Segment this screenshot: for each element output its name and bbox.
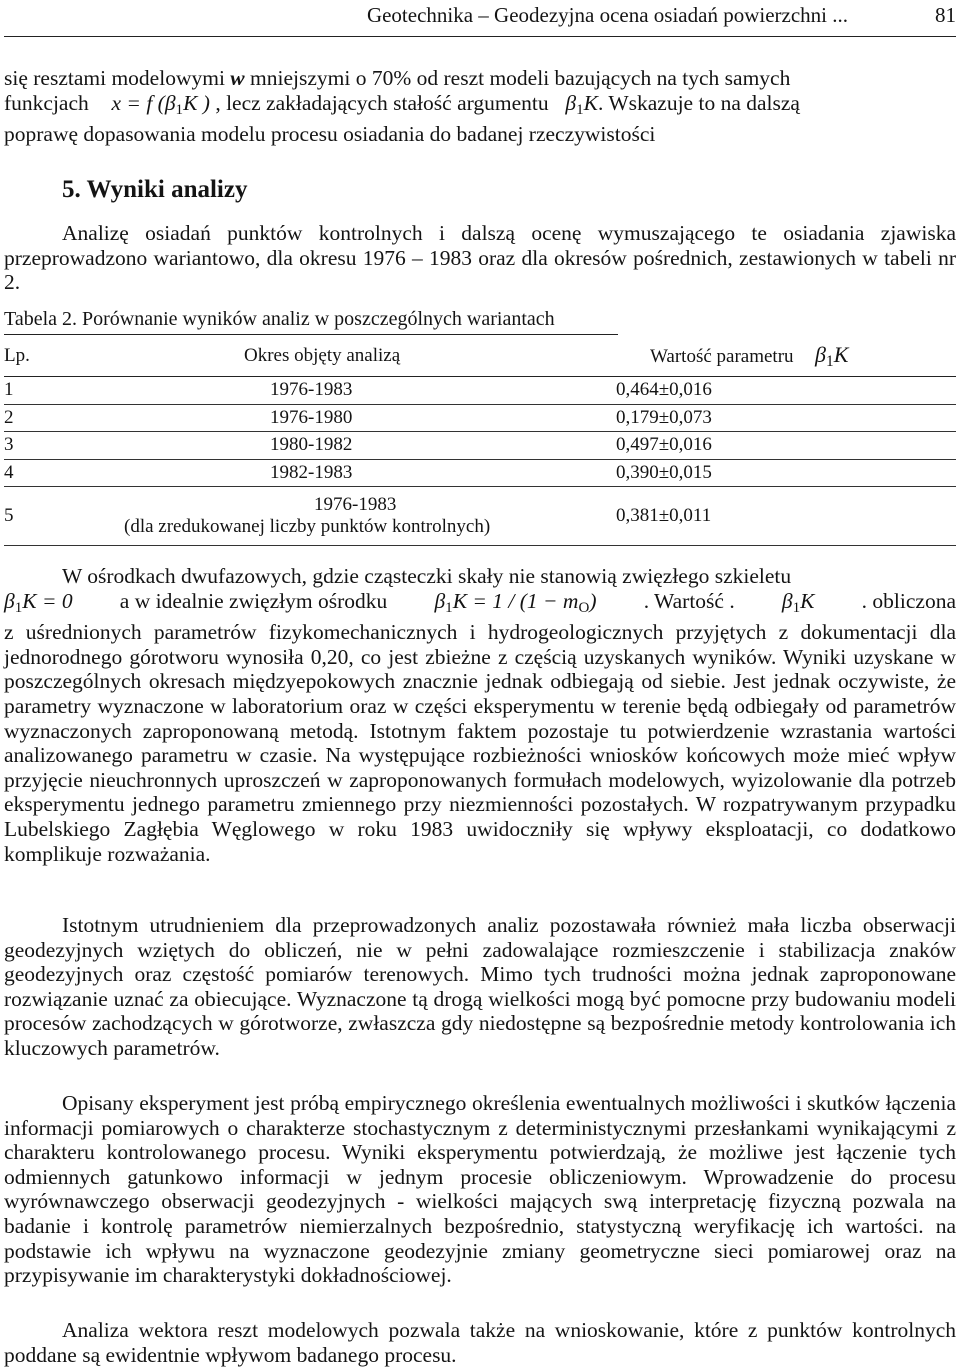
p2-mid1: a w idealnie zwięzłym ośrodku — [119, 588, 388, 613]
table-row — [4, 459, 956, 487]
intro-text-1: się resztami modelowymi — [4, 66, 225, 90]
table-row — [4, 432, 956, 460]
body-paragraph-2 — [4, 564, 956, 866]
cell-okres: 1976-1980 — [270, 406, 353, 428]
p2-obliczona: . obliczona — [861, 588, 956, 613]
formula-beta: $\beta_1K$ — [565, 90, 598, 118]
body-paragraph-3: Istotnym utrudnieniem dla przeprowadzonych analiz pozostawała również mała liczba obserwacji geodezyjnych wziętych do obliczeń, nie w pełni zadowalające rozmieszczenie i stabilizacja znaków geodezyjnych oraz częstość pomiarów terenowych. Mimo tych trudności można jednak zaproponowane rozwiązanie uznać za obiecujące. Wyznaczone tą drogą wielkości mogą być pomocne przy budowaniu modeli procesów zachodzących w górotworze, zwłaszcza gdy niedostępne są bezpośrednie metody kontrolowania ich kluczowych parametrów. — [4, 913, 956, 1060]
cell-okres: 1980-1982 — [270, 434, 353, 456]
intro-text-2c: . Wskazuje to na dalszą — [597, 90, 800, 115]
p2-mid2: . Wartość . — [643, 588, 735, 613]
running-header — [4, 0, 956, 37]
cell-okres — [42, 487, 572, 546]
cell-wartosc: 0,390±0,015 — [616, 461, 712, 483]
running-title: Geotechnika – Geodezyjna ocena osiadań powierzchni ... — [366, 3, 848, 27]
table-row — [4, 404, 956, 432]
table-header-row — [4, 336, 956, 377]
w-symbol: w — [230, 66, 245, 90]
intro-text-3: poprawę dopasowania modelu procesu osiadania do badanej rzeczywistości — [4, 122, 656, 147]
formula-beta-ideal: $\beta_1K = 1 / (1 - m_O)$ — [434, 588, 597, 616]
p2-line1: W ośrodkach dwufazowych, gdzie cząsteczki skały nie stanowią zwięzłego szkieletu — [62, 564, 792, 588]
cell-wartosc: 0,464±0,016 — [616, 379, 712, 401]
beta-symbol: $\beta_1K$ — [815, 341, 849, 370]
formula-x: x = f ($\beta_1K$ ) — [111, 90, 210, 118]
caption-rule — [4, 334, 618, 335]
cell-wartosc: 0,381±0,011 — [616, 505, 712, 526]
formula-beta-k: $\beta_1K$ — [781, 588, 815, 616]
cell-okres-line1: 1976-1983 — [314, 494, 397, 515]
body-paragraph-5: Analiza wektora reszt modelowych pozwala także na wnioskowanie, które z punktów kontrolnych poddane są ewidentnie wpływom badanego procesu. — [4, 1318, 956, 1367]
body-paragraph-4: Opisany eksperyment jest próbą empirycznego określenia ewentualnych możliwości i skutków łączenia informacji pomiarowych o charakterze stochastycznym z deterministycznymi przesłankami wynikającymi z charakteru kontrolowanego procesu. Wyniki eksperymentu potwierdzają, że możliwe jest łączenie tych odmiennych gatunkowo informacji w jednym procesie obliczeniowym. Wprowadzenie do procesu wyrównawczego obserwacji geodezyjnych - wielkości mających swą interpretację fizyczną pozwala na badanie i kontrolę parametrów niemierzalnych bezpośrednio, statystyczną weryfikację ich wartości. na podstawie ich wpływu na wyznaczone geodezyjnie zmiany geometryczne sieci pomiarowej oraz na przypisywanie im charakterystyki dokładnościowej. — [4, 1091, 956, 1288]
results-table — [4, 336, 956, 546]
cell-lp: 2 — [4, 406, 14, 428]
intro-text-1b: mniejszymi o 70% od reszt modeli bazujących na tych samych — [250, 66, 791, 90]
section-heading: 5. Wyniki analizy — [62, 176, 248, 203]
cell-okres: 1976-1983 — [270, 379, 353, 401]
col-lp: Lp. — [4, 345, 30, 366]
intro-paragraph — [4, 66, 956, 147]
col-okres: Okres objęty analizą — [244, 345, 401, 366]
cell-lp: 3 — [4, 434, 14, 456]
cell-okres: 1982-1983 — [270, 461, 353, 483]
cell-wartosc: 0,497±0,016 — [616, 434, 712, 456]
cell-okres-line2: (dla zredukowanej liczby punktów kontrolnych) — [124, 516, 491, 537]
cell-lp: 1 — [4, 379, 14, 401]
cell-lp: 4 — [4, 461, 14, 483]
col-wartosc: Wartość parametru $\beta_1K$ — [650, 341, 849, 370]
table-caption: Tabela 2. Porównanie wyników analiz w poszczególnych wariantach — [4, 308, 555, 330]
formula-beta-zero: $\beta_1K = 0$ — [4, 588, 73, 616]
p2-rest: z uśrednionych parametrów fizykomechanicznych i hydrogeologicznych przyjętych z dokumentacji dla jednorodnego górotworu wynosiła 0,20, co jest zbieżne z częścią uzyskanych wyników. Wyniki uzyskane w poszczególnych okresach międzyepokowych znacznie jednak odbiegają od siebie. Jest jednak oczywiste, że parametry wyznaczone w laboratorium oraz w części eksperymentu w terenie będą odbiegały od parametrów wyznaczonych zaproponowaną metodą. Istotnym faktem pozostaje tu potwierdzenie wzrastania wartości analizowanego parametru w czasie. Na występujące rozbieżności wniosków końcowych może mieć wpływ przyjęcie nieuchronnych uproszczeń w zaproponowanych formułach modelowych, wyizolowanie dla potrzeb eksperymentu jednego parametru zmiennego przy niezmienności pozostałych. W rozpatrywanym przypadku Lubelskiego Zagłębia Węglowego w roku 1983 uwidoczniły się wpływy eksploatacji, co dodatkowo komplikuje rozważania. — [4, 620, 956, 866]
intro-text-2a: funkcjach — [4, 90, 89, 115]
intro-text-2b: , lecz zakładających stałość argumentu — [215, 90, 549, 115]
section-paragraph: Analizę osiadań punktów kontrolnych i dalszą ocenę wymuszającego te osiadania zjawiska przeprowadzono wariantowo, dla okresu 1976 – 1983 oraz dla okresów pośrednich, zestawionych w tabeli nr 2. — [4, 221, 956, 295]
table-row — [4, 377, 956, 405]
page-number: 81 — [935, 3, 956, 27]
cell-wartosc: 0,179±0,073 — [616, 406, 712, 428]
cell-lp: 5 — [4, 505, 14, 526]
table-row — [4, 487, 956, 546]
